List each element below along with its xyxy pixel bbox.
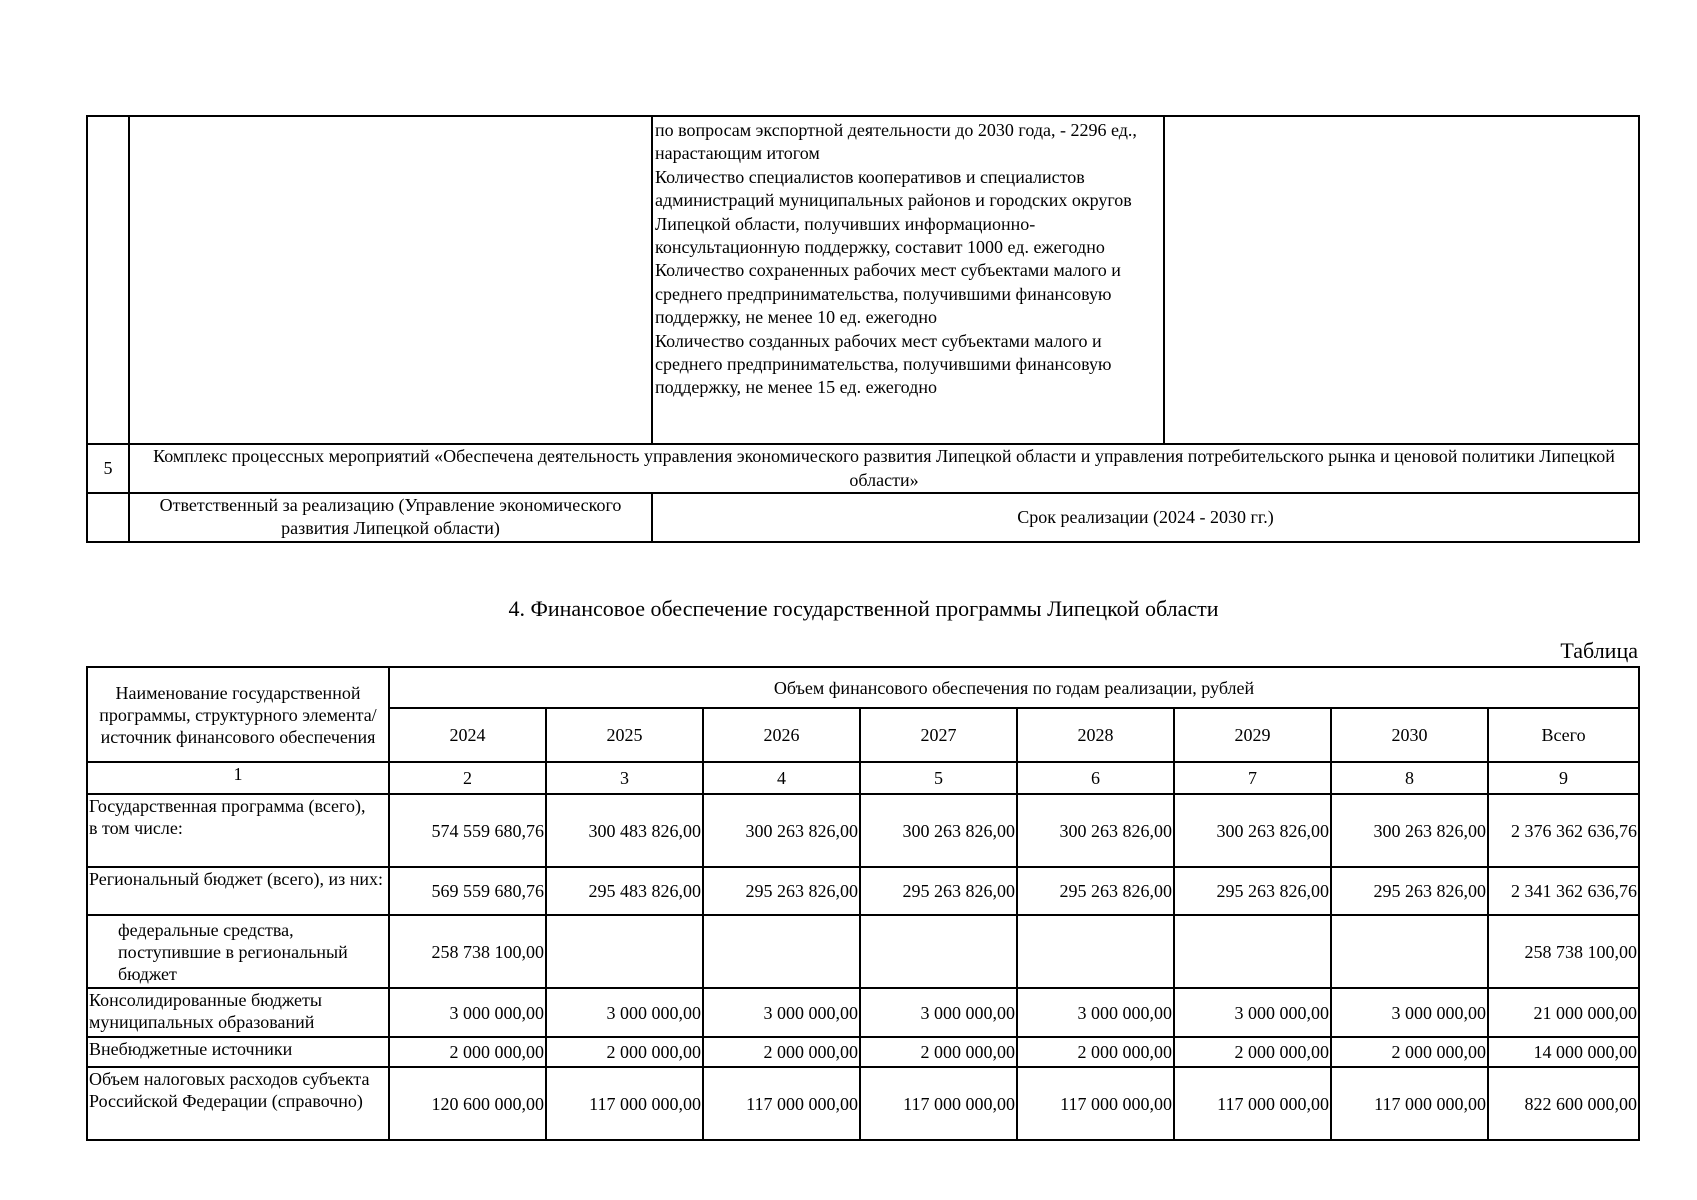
amount-cell: 3 000 000,00 bbox=[860, 988, 1017, 1037]
result-item: по вопросам экспортной деятельности до 2030 года, - 2296 ед., нарастающим итогом bbox=[655, 120, 1137, 164]
table-row bbox=[87, 915, 1639, 988]
row-number-cell: 5 bbox=[87, 444, 129, 493]
total-amount-cell: 2 376 362 636,76 bbox=[1488, 794, 1639, 867]
column-number-cell: 2 bbox=[389, 762, 546, 794]
amount-cell: 117 000 000,00 bbox=[546, 1067, 703, 1140]
row-label: Консолидированные бюджеты муниципальных образований bbox=[87, 988, 389, 1037]
task-cell bbox=[129, 116, 652, 444]
year-cell: 2026 bbox=[703, 708, 860, 762]
column-number-cell: 8 bbox=[1331, 762, 1488, 794]
total-header-cell: Всего bbox=[1488, 708, 1639, 762]
year-cell: 2025 bbox=[546, 708, 703, 762]
row-label: Внебюджетные источники bbox=[87, 1037, 389, 1067]
amount-cell: 300 263 826,00 bbox=[1017, 794, 1174, 867]
amount-cell: 3 000 000,00 bbox=[546, 988, 703, 1037]
year-cell: 2030 bbox=[1331, 708, 1488, 762]
amount-cell bbox=[703, 915, 860, 988]
amount-cell: 2 000 000,00 bbox=[860, 1037, 1017, 1067]
amount-cell bbox=[860, 915, 1017, 988]
amount-cell: 3 000 000,00 bbox=[703, 988, 860, 1037]
term-cell: Срок реализации (2024 - 2030 гг.) bbox=[652, 493, 1639, 542]
column-number-cell: 9 bbox=[1488, 762, 1639, 794]
empty-cell bbox=[87, 493, 129, 542]
amount-cell: 574 559 680,76 bbox=[389, 794, 546, 867]
year-cell: 2029 bbox=[1174, 708, 1331, 762]
row-label: Региональный бюджет (всего), из них: bbox=[87, 867, 389, 915]
table-row bbox=[87, 794, 1639, 867]
amount-cell bbox=[1017, 915, 1174, 988]
total-amount-cell: 14 000 000,00 bbox=[1488, 1037, 1639, 1067]
amount-cell: 258 738 100,00 bbox=[389, 915, 546, 988]
table-row bbox=[87, 988, 1639, 1037]
column-number-cell: 4 bbox=[703, 762, 860, 794]
amount-cell: 2 000 000,00 bbox=[703, 1037, 860, 1067]
amount-cell: 295 483 826,00 bbox=[546, 867, 703, 915]
total-amount-cell: 822 600 000,00 bbox=[1488, 1067, 1639, 1140]
amount-cell: 117 000 000,00 bbox=[860, 1067, 1017, 1140]
table-row bbox=[87, 493, 1639, 542]
header-row bbox=[87, 667, 1639, 708]
column-number-cell: 7 bbox=[1174, 762, 1331, 794]
amount-cell: 117 000 000,00 bbox=[1174, 1067, 1331, 1140]
header-volume-cell: Объем финансового обеспечения по годам реализации, рублей bbox=[389, 667, 1639, 708]
table-row bbox=[87, 867, 1639, 915]
amount-cell bbox=[1174, 915, 1331, 988]
amount-cell: 300 263 826,00 bbox=[703, 794, 860, 867]
process-complex-title: Комплекс процессных мероприятий «Обеспечена деятельность управления экономического развития Липецкой области и управления потребительского рынка и ценовой политики Липецкой области» bbox=[129, 444, 1639, 493]
amount-cell: 2 000 000,00 bbox=[1017, 1037, 1174, 1067]
column-numbers-row bbox=[87, 762, 1639, 794]
results-cell bbox=[652, 116, 1164, 444]
amount-cell: 2 000 000,00 bbox=[1331, 1037, 1488, 1067]
result-item: Количество сохраненных рабочих мест субъектами малого и среднего предпринимательства, получившими финансовую поддержку, не менее 10 ед. ежегодно bbox=[655, 260, 1121, 328]
amount-cell bbox=[1331, 915, 1488, 988]
total-amount-cell: 258 738 100,00 bbox=[1488, 915, 1639, 988]
amount-cell: 295 263 826,00 bbox=[1174, 867, 1331, 915]
amount-cell: 117 000 000,00 bbox=[1017, 1067, 1174, 1140]
amount-cell: 2 000 000,00 bbox=[1174, 1037, 1331, 1067]
amount-cell: 117 000 000,00 bbox=[1331, 1067, 1488, 1140]
finance-table bbox=[86, 666, 1640, 1141]
amount-cell: 3 000 000,00 bbox=[1017, 988, 1174, 1037]
amount-cell bbox=[546, 915, 703, 988]
table-row bbox=[87, 1037, 1639, 1067]
amount-cell: 300 263 826,00 bbox=[1331, 794, 1488, 867]
amount-cell: 295 263 826,00 bbox=[860, 867, 1017, 915]
amount-cell: 569 559 680,76 bbox=[389, 867, 546, 915]
column-number-cell: 1 bbox=[87, 762, 389, 794]
result-item: Количество специалистов кооперативов и специалистов администраций муниципальных районов и городских округов Липецкой области, получивших информационно-консультационную поддержку, составит 1000 ед. ежегодно bbox=[655, 166, 1132, 258]
amount-cell: 2 000 000,00 bbox=[546, 1037, 703, 1067]
amount-cell: 295 263 826,00 bbox=[1331, 867, 1488, 915]
total-amount-cell: 21 000 000,00 bbox=[1488, 988, 1639, 1037]
amount-cell: 3 000 000,00 bbox=[1331, 988, 1488, 1037]
amount-cell: 295 263 826,00 bbox=[1017, 867, 1174, 915]
row-label: федеральные средства, поступившие в региональный бюджет bbox=[87, 915, 389, 988]
table-row bbox=[87, 444, 1639, 493]
program-structure-table bbox=[86, 115, 1640, 543]
year-cell: 2027 bbox=[860, 708, 1017, 762]
amount-cell: 120 600 000,00 bbox=[389, 1067, 546, 1140]
header-name-cell: Наименование государственной программы, структурного элемента/источник финансового обеспечения bbox=[87, 667, 389, 762]
row-label: Государственная программа (всего), в том числе: bbox=[87, 794, 389, 867]
link-cell bbox=[1164, 116, 1639, 444]
amount-cell: 3 000 000,00 bbox=[389, 988, 546, 1037]
table-row bbox=[87, 116, 1639, 444]
result-item: Количество созданных рабочих мест субъектами малого и среднего предпринимательства, получившими финансовую поддержку, не менее 15 ед. ежегодно bbox=[655, 330, 1112, 398]
table-row bbox=[87, 1067, 1639, 1140]
year-cell: 2028 bbox=[1017, 708, 1174, 762]
total-amount-cell: 2 341 362 636,76 bbox=[1488, 867, 1639, 915]
column-number-cell: 3 bbox=[546, 762, 703, 794]
amount-cell: 300 483 826,00 bbox=[546, 794, 703, 867]
year-cell: 2024 bbox=[389, 708, 546, 762]
column-number-cell: 5 bbox=[860, 762, 1017, 794]
responsible-cell: Ответственный за реализацию (Управление экономического развития Липецкой области) bbox=[129, 493, 652, 542]
row-label: Объем налоговых расходов субъекта Российской Федерации (справочно) bbox=[87, 1067, 389, 1140]
column-number-cell: 6 bbox=[1017, 762, 1174, 794]
amount-cell: 2 000 000,00 bbox=[389, 1037, 546, 1067]
amount-cell: 300 263 826,00 bbox=[860, 794, 1017, 867]
amount-cell: 300 263 826,00 bbox=[1174, 794, 1331, 867]
row-number-cell bbox=[87, 116, 129, 444]
amount-cell: 295 263 826,00 bbox=[703, 867, 860, 915]
amount-cell: 3 000 000,00 bbox=[1174, 988, 1331, 1037]
amount-cell: 117 000 000,00 bbox=[703, 1067, 860, 1140]
table-label: Таблица bbox=[1560, 638, 1638, 663]
section-heading: 4. Финансовое обеспечение государственной программы Липецкой области bbox=[508, 596, 1219, 621]
